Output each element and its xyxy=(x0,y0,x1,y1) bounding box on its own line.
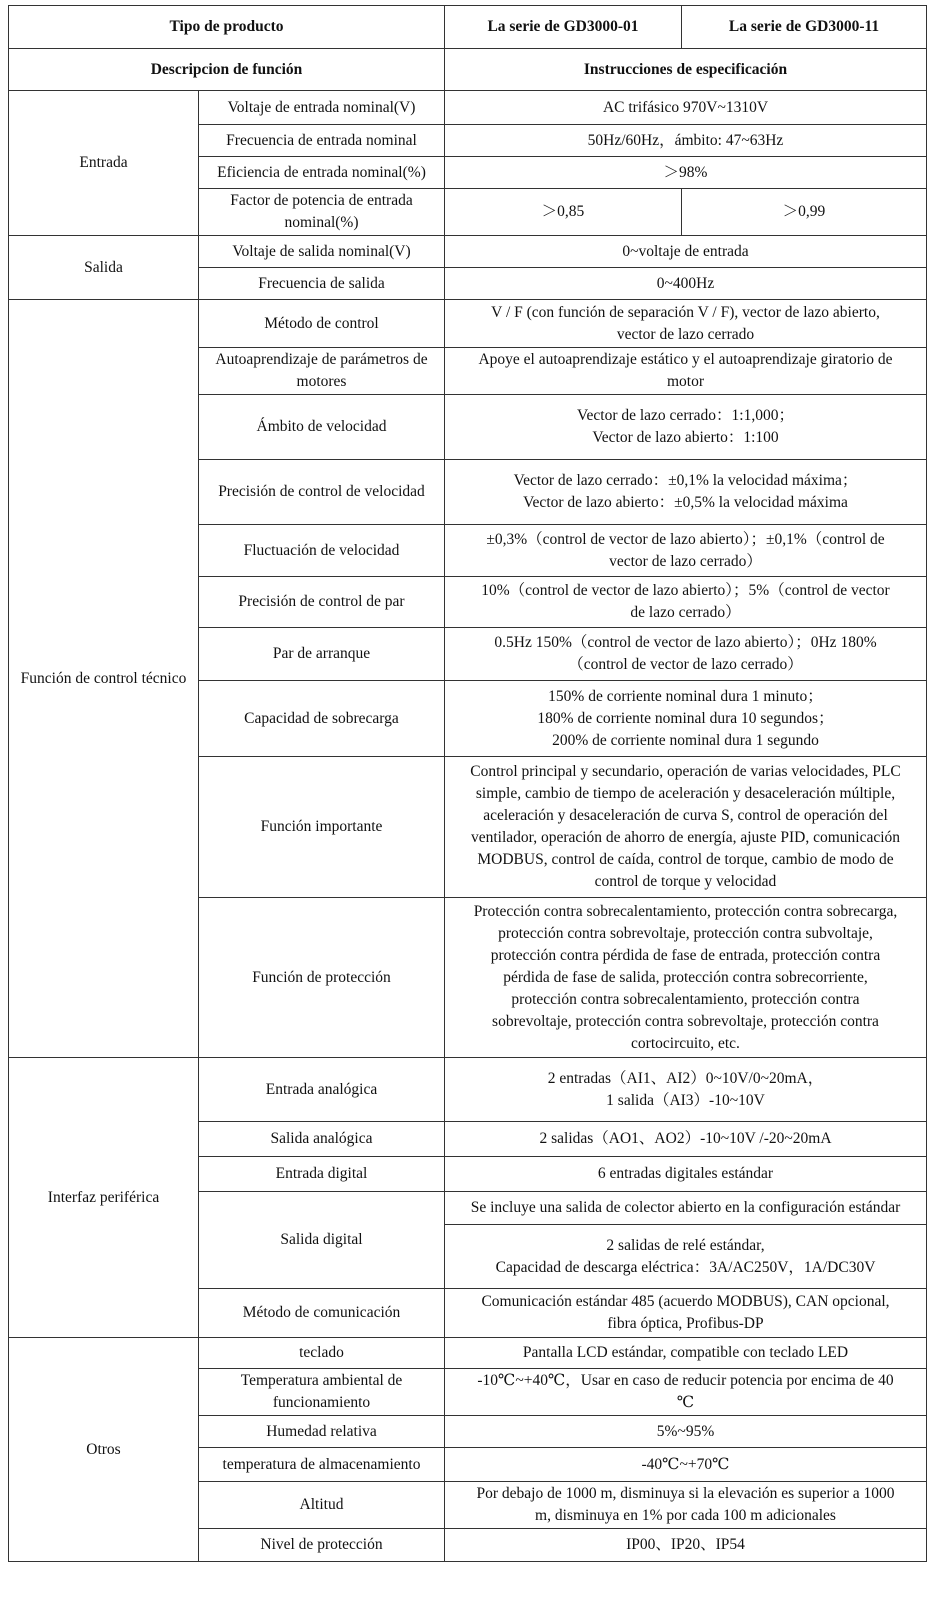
row-value: 150% de corriente nominal dura 1 minuto； 180% de corriente nominal dura 10 segundos； 200% de corriente nominal dura 1 segundo xyxy=(445,681,927,757)
row-value: 2 salidas de relé estándar, Capacidad de descarga eléctrica：3A/AC250V，1A/DC30V xyxy=(445,1225,927,1289)
row-name: Función importante xyxy=(199,757,445,898)
row-name: Frecuencia de entrada nominal xyxy=(199,125,445,157)
row-name: Par de arranque xyxy=(199,628,445,681)
row-value: ±0,3%（control de vector de lazo abierto）；±0,1%（control de vector de lazo cerrado） xyxy=(445,525,927,577)
row-name: Precisión de control de velocidad xyxy=(199,460,445,525)
table-row xyxy=(9,1058,927,1122)
subheader-row xyxy=(9,49,927,91)
row-value: AC trifásico 970V~1310V xyxy=(445,91,927,125)
table-row xyxy=(9,91,927,125)
row-value: Pantalla LCD estándar, compatible con teclado LED xyxy=(445,1338,927,1369)
row-name: temperatura de almacenamiento xyxy=(199,1448,445,1482)
row-value: 2 salidas（AO1、AO2）-10~10V /-20~20mA xyxy=(445,1122,927,1157)
row-value-b: ＞0,99 xyxy=(682,189,927,236)
row-value: Se incluye una salida de colector abierto en la configuración estándar xyxy=(445,1192,927,1225)
table-row xyxy=(9,1338,927,1369)
section-salida-label: Salida xyxy=(9,236,199,300)
row-name: teclado xyxy=(199,1338,445,1369)
row-value: -10℃~+40℃，Usar en caso de reducir potencia por encima de 40 ℃ xyxy=(445,1369,927,1416)
series-a-header: La serie de GD3000-01 xyxy=(445,6,682,49)
row-name: Fluctuación de velocidad xyxy=(199,525,445,577)
row-value: -40℃~+70℃ xyxy=(445,1448,927,1482)
row-value: Vector de lazo cerrado：±0,1% la velocidad máxima； Vector de lazo abierto：±0,5% la velocidad máxima xyxy=(445,460,927,525)
specification-table xyxy=(8,5,927,1562)
row-value: 10%（control de vector de lazo abierto）；5%（control de vector de lazo cerrado） xyxy=(445,577,927,628)
row-value: 6 entradas digitales estándar xyxy=(445,1157,927,1192)
row-value: 0~400Hz xyxy=(445,268,927,300)
row-value: V / F (con función de separación V / F), vector de lazo abierto, vector de lazo cerrado xyxy=(445,300,927,348)
row-name: Función de protección xyxy=(199,898,445,1058)
section-otros-label: Otros xyxy=(9,1338,199,1562)
row-value: 50Hz/60Hz，ámbito: 47~63Hz xyxy=(445,125,927,157)
row-value: ＞98% xyxy=(445,157,927,189)
row-value: 2 entradas（AI1、AI2）0~10V/0~20mA， 1 salida（AI3）-10~10V xyxy=(445,1058,927,1122)
row-name: Altitud xyxy=(199,1482,445,1529)
row-value: Control principal y secundario, operación de varias velocidades, PLC simple, cambio de tiempo de aceleración y desaceleración múltiple, aceleración y desaceleración de curva S, control de operación del ventilador, operación de ahorro de energía, ajuste PID, comunicación MODBUS, control de caída, control de torque, cambio de modo de control de torque y velocidad xyxy=(445,757,927,898)
row-name: Capacidad de sobrecarga xyxy=(199,681,445,757)
row-name: Ámbito de velocidad xyxy=(199,395,445,460)
row-name: Autoaprendizaje de parámetros de motores xyxy=(199,348,445,395)
row-name: Voltaje de entrada nominal(V) xyxy=(199,91,445,125)
row-value: Comunicación estándar 485 (acuerdo MODBUS), CAN opcional, fibra óptica, Profibus-DP xyxy=(445,1289,927,1338)
row-value: Vector de lazo cerrado：1:1,000； Vector de lazo abierto：1:100 xyxy=(445,395,927,460)
row-name: Método de comunicación xyxy=(199,1289,445,1338)
row-name: Nivel de protección xyxy=(199,1529,445,1562)
row-value: Protección contra sobrecalentamiento, protección contra sobrecarga, protección contra sobrevoltaje, protección contra subvoltaje, protección contra pérdida de fase de entrada, protección contra pérdida de fase de salida, protección contra sobrecorriente, protección contra sobrecalentamiento, protección contra sobrevoltaje, protección contra sobrevoltaje, protección contra cortocircuito, etc. xyxy=(445,898,927,1058)
row-name: Frecuencia de salida xyxy=(199,268,445,300)
row-name: Precisión de control de par xyxy=(199,577,445,628)
section-interfaz-label: Interfaz periférica xyxy=(9,1058,199,1338)
row-value: Apoye el autoaprendizaje estático y el autoaprendizaje giratorio de motor xyxy=(445,348,927,395)
header-row xyxy=(9,6,927,49)
row-name: Método de control xyxy=(199,300,445,348)
row-value-a: ＞0,85 xyxy=(445,189,682,236)
series-b-header: La serie de GD3000-11 xyxy=(682,6,927,49)
table-row xyxy=(9,236,927,268)
row-value: IP00、IP20、IP54 xyxy=(445,1529,927,1562)
spec-instructions-header: Instrucciones de especificación xyxy=(445,49,927,91)
product-type-header: Tipo de producto xyxy=(9,6,445,49)
row-value: 5%~95% xyxy=(445,1416,927,1448)
row-value: Por debajo de 1000 m, disminuya si la elevación es superior a 1000 m, disminuya en 1% por cada 100 m adicionales xyxy=(445,1482,927,1529)
row-name: Factor de potencia de entrada nominal(%) xyxy=(199,189,445,236)
function-desc-header: Descripcion de función xyxy=(9,49,445,91)
row-name: Eficiencia de entrada nominal(%) xyxy=(199,157,445,189)
row-value: 0.5Hz 150%（control de vector de lazo abierto）；0Hz 180% （control de vector de lazo cerrado） xyxy=(445,628,927,681)
row-name: Entrada digital xyxy=(199,1157,445,1192)
row-value: 0~voltaje de entrada xyxy=(445,236,927,268)
row-name: Entrada analógica xyxy=(199,1058,445,1122)
row-name: Temperatura ambiental de funcionamiento xyxy=(199,1369,445,1416)
row-name: Salida analógica xyxy=(199,1122,445,1157)
section-entrada-label: Entrada xyxy=(9,91,199,236)
table-row xyxy=(9,300,927,348)
row-name: Salida digital xyxy=(199,1192,445,1289)
row-name: Humedad relativa xyxy=(199,1416,445,1448)
row-name: Voltaje de salida nominal(V) xyxy=(199,236,445,268)
section-control-label: Función de control técnico xyxy=(9,300,199,1058)
